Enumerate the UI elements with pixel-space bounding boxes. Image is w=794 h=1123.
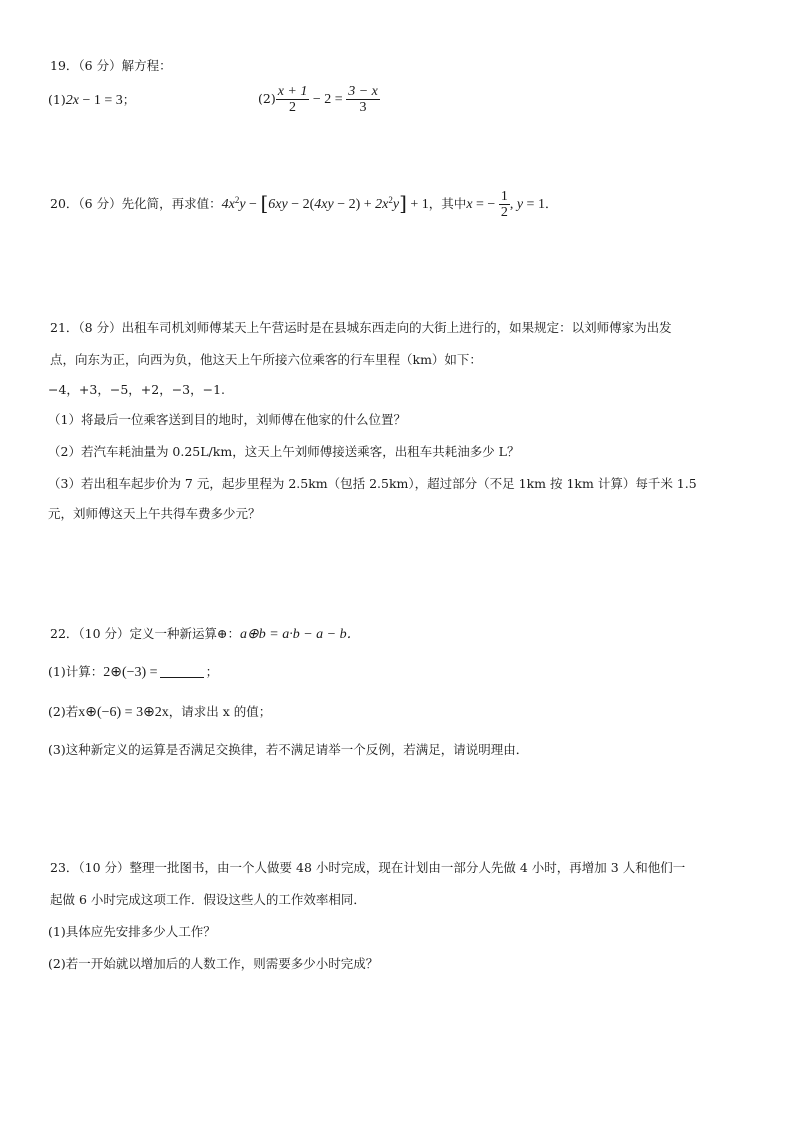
q20-condition: ，其中 [428, 196, 467, 211]
q22-definition: a⊕b = a·b − a − b． [240, 627, 361, 642]
q19-part1-equation: 2x − 1 = 3 [65, 93, 123, 108]
q22-part2-expression: x⊕(−6) = 3⊕2x [78, 705, 169, 720]
q21-sub2: （2）若汽车耗油量为 0.25L/km，这天上午刘师傅接送乘客，出租车共耗油多少 L？ [48, 444, 520, 459]
q21-line2: 点，向东为正，向西为负，他这天上午所接六位乘客的行车里程（km）如下： [50, 352, 482, 367]
q22-part2-label: (2)若 [48, 704, 79, 719]
q23-part1: (1)具体应先安排多少人工作？ [48, 924, 216, 939]
q23-part2: (2)若一开始就以增加后的人数工作，则需要多少小时完成？ [48, 956, 379, 971]
q19-heading: 19．（6 分）解方程： [50, 58, 172, 73]
q19-part2: (2) $\frac{x + 1}{2}$ − 2 = $\frac{3 - x}{3}$ [258, 84, 378, 115]
q21-sub1: （1）将最后一位乘客送到目的地时，刘师傅在他家的什么位置？ [48, 412, 406, 427]
q22-part1 [48, 664, 218, 681]
q20-expression: $4x^2y - [6xy - 2(4xy - 2) + 2x^2y] + 1$ [221, 191, 429, 215]
q22-part3: (3)这种新定义的运算是否满足交换律，若不满足请举一个反例，若满足，请说明理由． [48, 742, 529, 757]
q20-end: ． [544, 196, 558, 211]
q20-line [50, 186, 557, 222]
q21-sub3-line2: 元，刘师傅这天上午共得车费多少元？ [48, 506, 261, 521]
q22-part1-tail: ； [205, 664, 219, 679]
q22-part2-tail: ，请求出 x 的值； [168, 704, 272, 719]
q19-part2-label: (2) [258, 91, 276, 106]
q20-values: x = − $\frac{1}{2}$ , y = 1 [466, 189, 545, 221]
q19-part1-label: (1) [48, 92, 66, 107]
q19-part2-fraction-right: $\frac{3 - x}{3}$ [348, 84, 378, 115]
q20-heading: 20．（6 分）先化简，再求值： [50, 196, 222, 211]
q23-line2: 起做 6 小时完成这项工作．假设这些人的工作效率相同． [50, 892, 366, 907]
q23-line1: 23．（10 分）整理一批图书，由一个人做要 48 小时完成，现在计划由一部分人先做 4 小时，再增加 3 人和他们一 [50, 860, 686, 875]
q21-data: −4，+3，−5，+2，−3，−1. [48, 382, 226, 397]
q19-part2-fraction-left: $\frac{x + 1}{2}$ [277, 84, 308, 115]
q22-answer-blank [160, 677, 204, 678]
q22-part2 [48, 704, 271, 721]
q22-line [50, 626, 361, 643]
q19-part1 [48, 92, 135, 109]
q21-sub3-line1: （3）若出租车起步价为 7 元，起步里程为 2.5km（包括 2.5km），超过部分（不足 1km 按 1km 计算）每千米 1.5 [48, 476, 697, 491]
q22-part1-label: (1)计算： [48, 664, 104, 679]
q22-part1-expression: 2⊕(−3) = [103, 665, 158, 680]
q19-part1-tail: ； [122, 92, 136, 107]
q21-line1: 21．（8 分）出租车司机刘师傅某天上午营运时是在县城东西走向的大街上进行的，如果规定：以刘师傅家为出发 [50, 320, 672, 335]
q22-heading: 22．（10 分）定义一种新运算⊕： [50, 626, 241, 641]
